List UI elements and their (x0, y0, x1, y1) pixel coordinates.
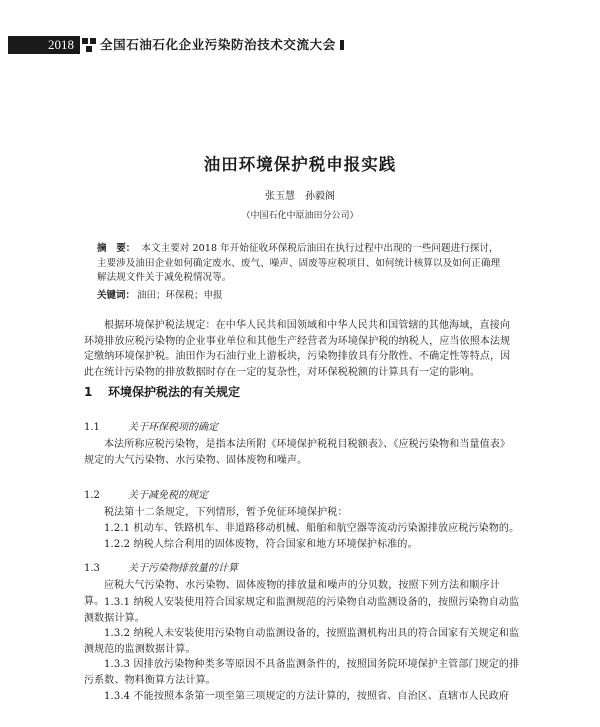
abstract-label: 摘 要： (97, 243, 136, 254)
section-1-number: 1 (84, 385, 93, 399)
subsection-1-3-title: 关于污染物排放量的计算 (128, 563, 238, 574)
subsection-1-3-intro: 应税大气污染物、水污染物、固体废物的排放量和噪声的分贝数，按照下列方法和顺序计算。 (84, 580, 500, 607)
subsection-1-3-item: 1.3.4 不能按照本条第一项至第三项规定的方法计算的，按照省、自治区、直辖市人民政府 (104, 691, 510, 702)
section-1-title: 环境保护税法的有关规定 (108, 385, 241, 399)
subsection-1-3-heading: 1.3 关于污染物排放量的计算 (84, 563, 238, 574)
subsection-1-3-item: 1.3.2 纳税人未安装使用污染物自动监测设备的，按照监测机构出具的符合国家有关规定和监测规范的监测数据计算。 (84, 628, 520, 655)
subsection-1-1-title: 关于环保税项的确定 (128, 422, 218, 433)
subsection-1-2-title: 关于减免税的规定 (128, 490, 208, 501)
abstract-text: 本文主要对 2018 年开始征收环保税后油田在执行过程中出现的一些问题进行探讨，主要涉及油田企业如何确定废水、废气、噪声、固废等应税项目、如何统计核算以及如何正确理解法规文件关于减免税情况等。 (97, 243, 501, 283)
header-conference-title: 全国石油石化企业污染防治技术交流大会 (100, 36, 344, 54)
abstract (97, 242, 507, 286)
paper-authors: 张玉慧 孙毅阁 (265, 191, 335, 202)
subsection-1-3-item: 1.3.1 纳税人安装使用符合国家规定和监测规范的污染物自动监测设备的，按照污染物自动监测数据计算。 (84, 597, 520, 624)
running-header (0, 36, 600, 56)
subsection-1-2-item: 1.2.1 机动车、铁路机车、非道路移动机械、船舶和航空器等流动污染源排放应税污染物的。 (104, 523, 520, 534)
keywords-label: 关键词： (97, 290, 136, 301)
paper-affiliation: （中国石化中原油田分公司） (241, 211, 359, 221)
subsection-1-1-heading: 1.1 关于环保税项的确定 (84, 422, 218, 433)
keywords (97, 287, 223, 301)
subsection-1-2-intro: 税法第十二条规定，下列情形，暂予免征环境保护税： (104, 507, 348, 518)
subsection-1-2-item: 1.2.2 纳税人综合利用的固体废物，符合国家和地方环境保护标准的。 (104, 539, 418, 550)
paper-title: 油田环境保护税申报实践 (203, 155, 397, 174)
subsection-1-1-text: 本法所称应税污染物，是指本法所附《环境保护税税目税额表》、《应税污染物和当量值表》规定的大气污染物、水污染物、固体废物和噪声。 (84, 439, 511, 466)
subsection-1-3-item: 1.3.3 因排放污染物种类多等原因不具备监测条件的，按照国务院环境保护主管部门规定的排污系数、物料衡算方法计算。 (84, 659, 520, 686)
header-year: 2018 (8, 36, 80, 54)
section-1-heading (84, 383, 240, 400)
subsection-1-2-heading: 1.2 关于减免税的规定 (84, 490, 208, 501)
conference-logo-icon (82, 38, 98, 52)
keywords-text: 油田；环保税；申报 (137, 290, 223, 301)
intro-paragraph: 根据环境保护税法规定：在中华人民共和国领域和中华人民共和国管辖的其他海域，直接向环境排放应税污染物的企业事业单位和其他生产经营者为环境保护税的纳税人，应当依照本法规定缴纳环境保护税。油田作为石油行业上游板块，污染物排放具有分散性、不确定性等特点，因此在统计污染物的排放数据时存在一定的复杂性，对环保税税额的计算具有一定的影响。 (84, 320, 511, 378)
